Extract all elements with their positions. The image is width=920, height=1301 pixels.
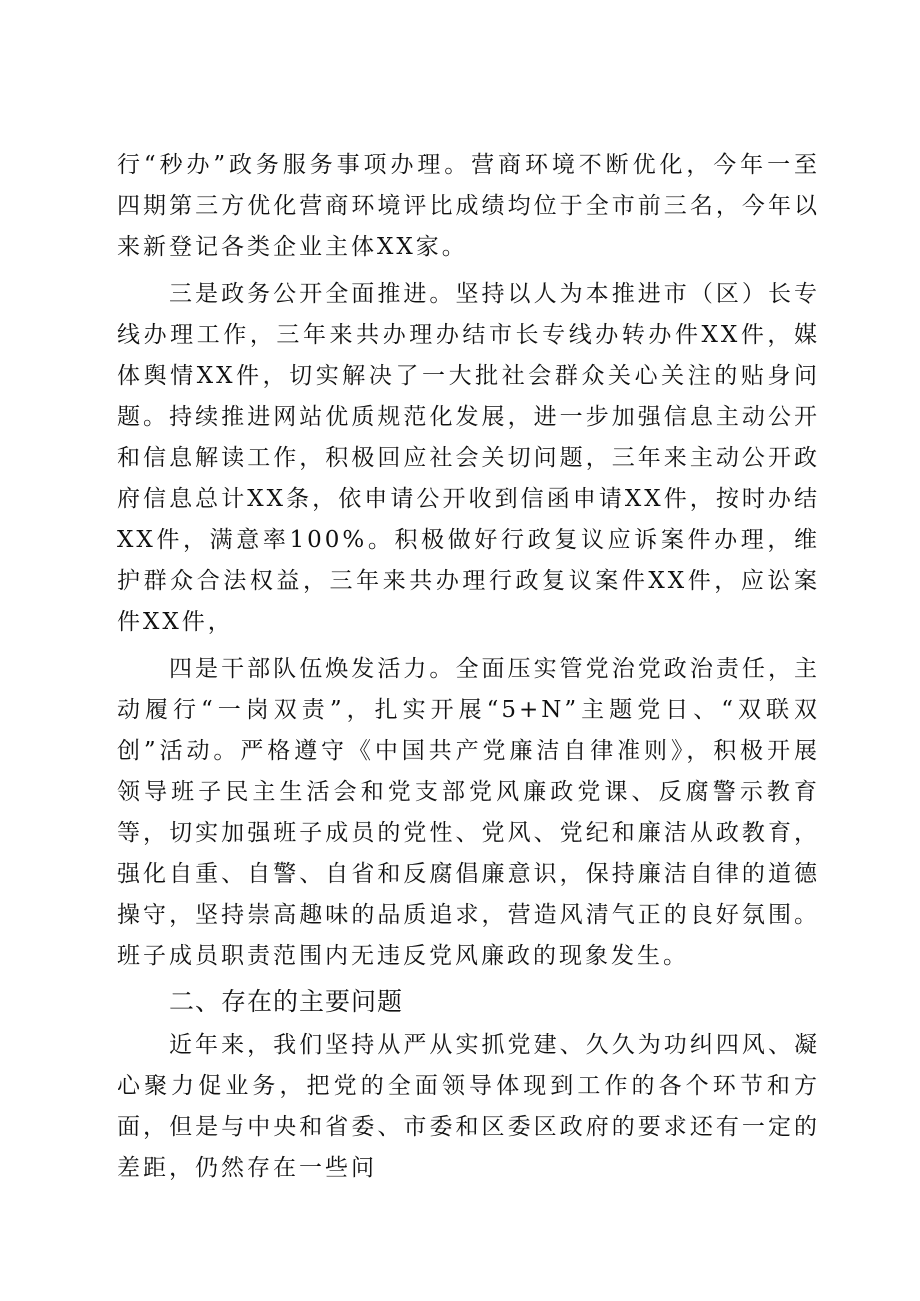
paragraph-cadre-team: 四是干部队伍焕发活力。全面压实管党治党政治责任，主动履行“一岗双责”，扎实开展“5+N”主题党日、“双联双创”活动。严格遵守《中国共产党廉洁自律准则》，积极开展领导班子民主生活会和党支部党风廉政党课、反腐警示教育等，切实加强班子成员的党性、党风、党纪和廉洁从政教育，强化自重、自警、自省和反腐倡廉意识，保持廉洁自律的道德操守，坚持崇高趣味的品质追求，营造风清气正的良好氛围。班子成员职责范围内无违反党风廉政的现象发生。 (117, 656, 820, 969)
paragraph-government-affairs: 三是政务公开全面推进。坚持以人为本推进市（区）长专线办理工作，三年来共办理办结市长专线办转办件XX件，媒体舆情XX件，切实解决了一大批社会群众关心关注的贴身问题。持续推进网站优质规范化发展，进一步加强信息主动公开和信息解读工作，积极回应社会关切问题，三年来主动公开政府信息总计XX条，依申请公开收到信函申请XX件，按时办结XX件，满意率100%。积极做好行政复议应诉案件办理，维护群众合法权益，三年来共办理行政复议案件XX件，应讼案件XX件， (117, 281, 820, 635)
paragraph-problems-intro: 近年来，我们坚持从严从实抓党建、久久为功纠四风、凝心聚力促业务，把党的全面领导体现到工作的各个环节和方面，但是与中央和省委、市委和区委区政府的要求还有一定的差距，仍然存在一些问 (117, 1032, 820, 1181)
section-heading: 二、存在的主要问题 (169, 987, 404, 1016)
paragraph-continuation: 行“秒办”政务服务事项办理。营商环境不断优化，今年一至四期第三方优化营商环境评比成绩均位于全市前三名，今年以来新登记各类企业主体XX家。 (117, 152, 820, 260)
